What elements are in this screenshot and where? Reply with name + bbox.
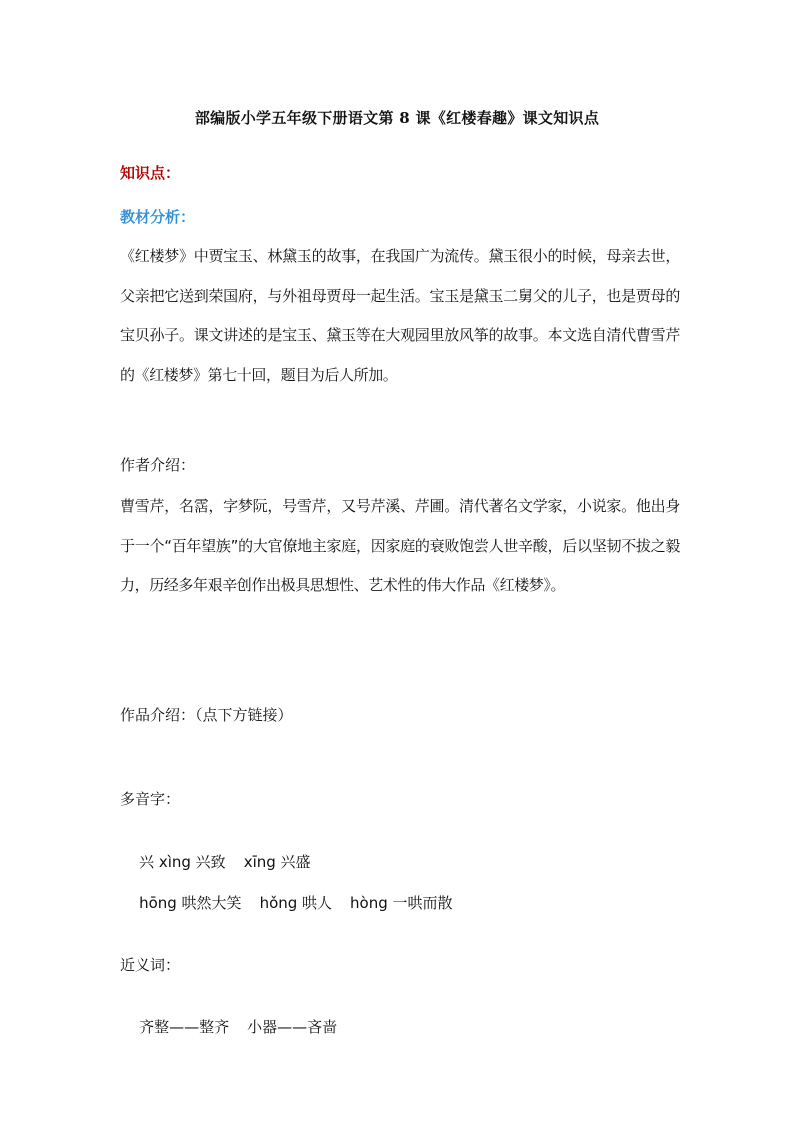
- polyphone-entry: hòng 一哄而散: [350, 894, 453, 912]
- polyphone-entry: xīng 兴盛: [243, 853, 311, 871]
- synonym-line-1: [120, 994, 337, 1060]
- synonym-entry: 齐整——整齐: [139, 1018, 230, 1036]
- polyphone-entry: hōng 哄然大笑: [139, 894, 242, 912]
- analysis-heading: 教材分析：: [120, 208, 196, 226]
- polyphone-heading: 多音字：: [120, 790, 181, 808]
- synonym-entry: 小器——吝啬: [247, 1018, 338, 1036]
- polyphone-line-2: [120, 870, 453, 936]
- polyphone-entry: hǒng 哄人: [259, 894, 333, 912]
- synonym-heading: 近义词：: [120, 956, 181, 974]
- analysis-paragraph: 《红楼梦》中贾宝玉、林黛玉的故事，在我国广为流传。黛玉很小的时候，母亲去世，父亲把它送到荣国府，与外祖母贾母一起生活。宝玉是黛玉二舅父的儿子，也是贾母的宝贝孙子。课文讲述的是宝玉、黛玉等在大观园里放风筝的故事。本文选自清代曹雪芹的《红楼梦》第七十回，题目为后人所加。: [120, 247, 680, 384]
- author-heading: 作者介绍：: [120, 456, 196, 474]
- work-heading: 作品介绍：（点下方链接）: [120, 706, 293, 724]
- page-title: 部编版小学五年级下册语文第 8 课《红楼春趣》课文知识点: [194, 109, 600, 127]
- polyphone-entry: 兴 xìng 兴致: [139, 853, 226, 871]
- author-paragraph: 曹雪芹，名霑，字梦阮，号雪芹，又号芹溪、芹圃。清代著名文学家，小说家。他出身于一个“百年望族”的大官僚地主家庭，因家庭的衰败饱尝人世辛酸，后以坚韧不拔之毅力，历经多年艰辛创作出极具思想性、艺术性的伟大作品《红楼梦》。: [120, 497, 680, 594]
- knowledge-heading: 知识点：: [120, 164, 181, 182]
